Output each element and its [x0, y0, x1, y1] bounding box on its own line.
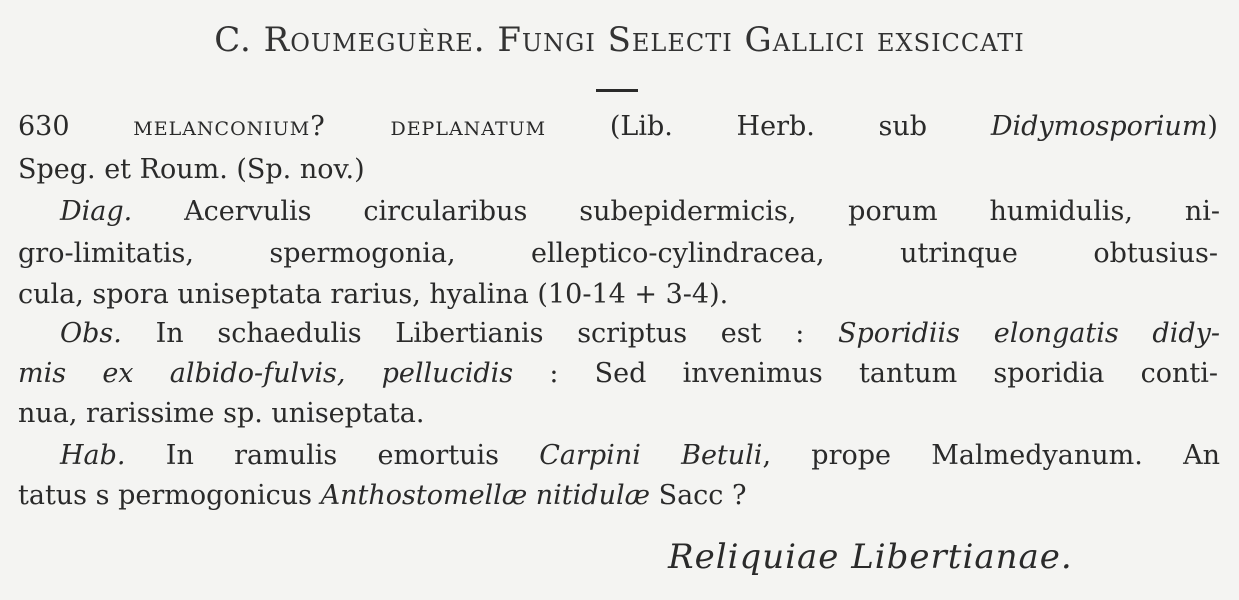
habitat-text-1b: , prope Malmedyanum. An — [762, 440, 1220, 471]
habitat-line-2 — [18, 478, 1218, 514]
habitat-label: Hab. — [60, 440, 126, 471]
genus-name: Didymosporium — [990, 111, 1208, 142]
diagnosis-label: Diag. — [60, 196, 133, 227]
page-title: C. Roumeguère. Fungi Selecti Gallici exsiccati — [214, 20, 1025, 60]
habitat-text-2a: tatus s permogonicus — [18, 480, 313, 511]
observation-text-1: In schaedulis Libertianis scriptus est : — [155, 318, 805, 349]
diagnosis-text-1: Acervulis circularibus subepidermicis, porum humidulis, ni- — [184, 196, 1220, 227]
specimen-number: 630 — [18, 111, 70, 142]
observation-line-2 — [18, 356, 1218, 392]
entry-line-1 — [18, 109, 1218, 145]
observation-line-3: nua, rarissime sp. uniseptata. — [18, 398, 425, 429]
observation-line-1 — [60, 316, 1220, 352]
related-species: Anthostomellæ nitidulæ — [320, 480, 650, 511]
observation-label: Obs. — [60, 318, 122, 349]
herbarium-reference: (Lib. Herb. sub — [609, 111, 928, 142]
observation-quote-2: mis ex albido-fulvis, pellucidis — [18, 358, 514, 389]
observation-quote-1: Sporidiis elongatis didy- — [838, 318, 1220, 349]
habitat-text-1a: In ramulis emortuis — [165, 440, 499, 471]
habitat-text-2b: Sacc ? — [658, 480, 747, 511]
closing-paren: ) — [1207, 111, 1218, 142]
collection-signature: Reliquiae Libertianae. — [668, 537, 1073, 577]
authority-line: Speg. et Roum. (Sp. nov.) — [18, 154, 365, 185]
observation-text-2: : Sed invenimus tantum sporidia conti- — [549, 358, 1218, 389]
host-name: Carpini Betuli — [539, 440, 763, 471]
title-divider-rule — [596, 89, 638, 92]
habitat-line-1 — [60, 438, 1220, 474]
diagnosis-line-3: cula, spora uniseptata rarius, hyalina (10-14 + 3-4). — [18, 279, 729, 310]
diagnosis-line-2: gro-limitatis, spermogonia, elleptico-cylindracea, utrinque obtusius- — [18, 238, 1218, 269]
diagnosis-line-1 — [60, 194, 1220, 230]
species-name: melanconium? deplanatum — [133, 111, 547, 142]
